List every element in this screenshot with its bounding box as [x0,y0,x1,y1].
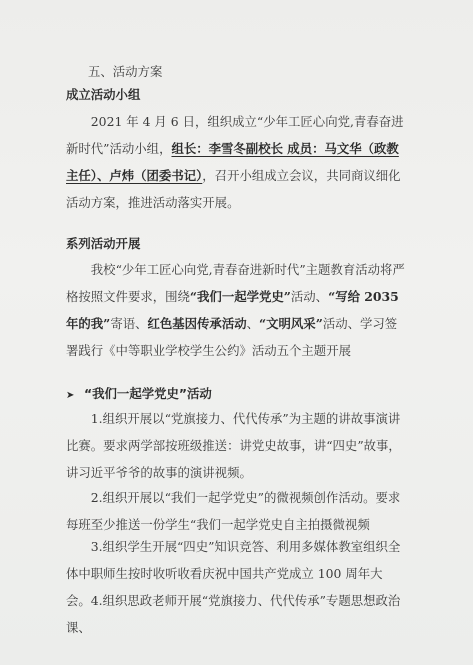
section-title: 五、活动方案 [88,64,163,79]
group-paragraph-end: ，召开小组成立会议，共同商议细化活动方案，推进活动落实开展。 [66,168,401,210]
activity-item: 1.组织开展以“党旗接力、代代传承”为主题的讲故事演讲比赛。要求两学部按班级推送：讲党史故事，讲“四史”故事，讲习近平爷爷的故事的演讲视频。 [66,411,401,480]
activity-item: 4.组织思政老师开展“党旗接力、代代传承”专题思想政治课、 [66,593,401,635]
group-paragraph [66,108,406,216]
series-text-3: 、 [246,316,259,331]
series-paragraph-start: 我校“少年工匠心向党,青春奋进新时代”主题教育活动将严格按照文件要求，围绕 [66,262,405,304]
arrow-bullet-icon: ➤ [66,390,75,401]
series-text-1: 活动、 [290,289,329,304]
series-topic-3: 红色基因传承活动 [147,316,247,331]
series-paragraph [66,256,406,364]
activity-title: “我们一起学党史”活动 [84,386,212,401]
series-text-2: 寄语、 [110,316,148,331]
series-topic-1: “我们一起学党史” [189,289,291,304]
group-members: 组长：李雪冬副校长 成员：马文华（政教主任）、卢炜（团委书记） [66,141,399,183]
activity-item: 2.组织开展以“我们一起学党史”的微视频创作活动。要求每班至少推送一份学生“我们一起学党史自主拍摄微视频 [66,490,401,532]
series-topic-4: “文明风采” [259,316,323,331]
group-heading: 成立活动小组 [66,87,141,102]
series-topic-2: “写给 2035 年的我” [66,289,399,331]
series-heading: 系列活动开展 [66,236,141,251]
group-paragraph-start: 2021 年 4 月 6 日，组织成立“少年工匠心向党,青春奋进新时代”活动小组， [66,114,404,156]
activity-item: 3.组织学生开展“四史”知识竞答、利用多媒体教室组织全体中职师生按时收听收看庆祝中国共产党成立 100 周年大会。 [66,539,401,608]
series-text-4: 活动、学习签署践行《中等职业学校学生公约》活动五个主题开展 [66,316,398,358]
